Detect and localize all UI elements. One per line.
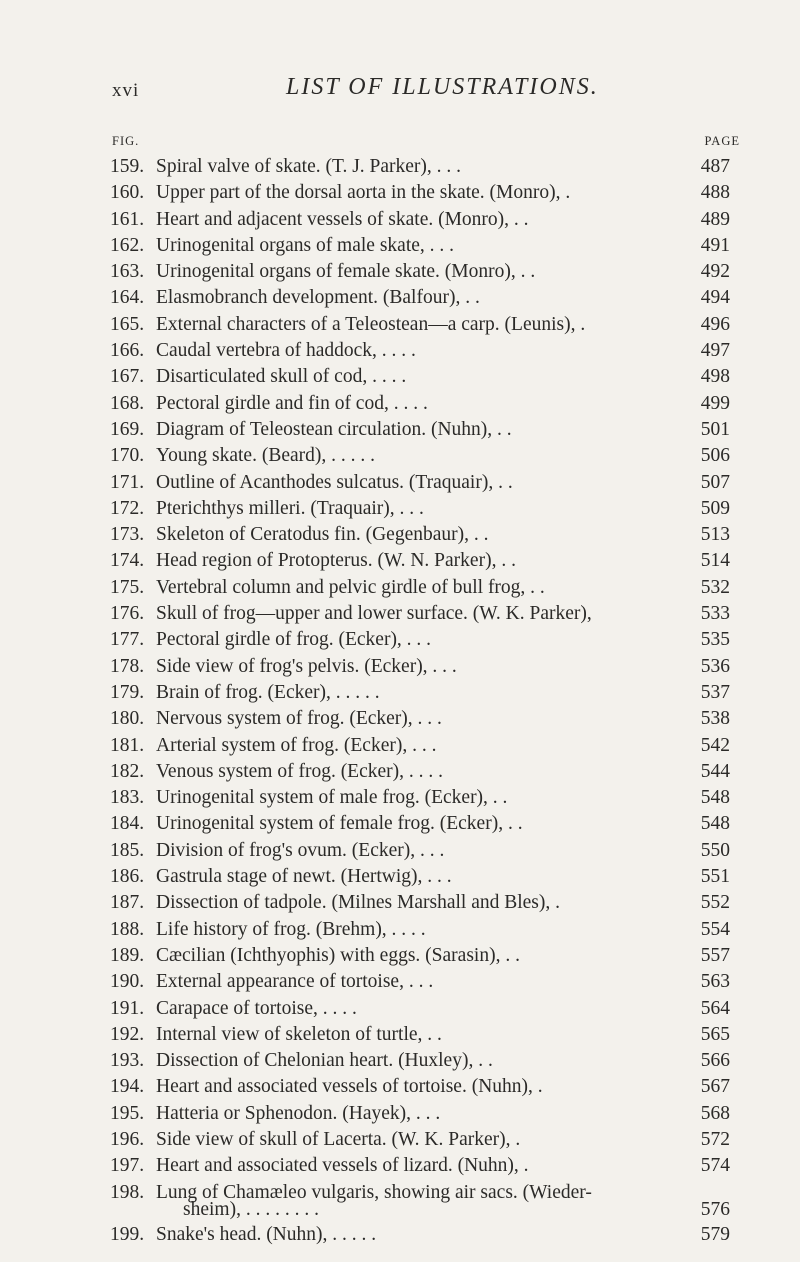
- page-number: 491: [700, 234, 730, 256]
- page-number: 501: [700, 418, 730, 440]
- figure-number: 182.: [110, 760, 145, 782]
- figure-caption: Outline of Acanthodes sulcatus. (Traquair), . .: [156, 471, 513, 493]
- list-item: [0, 285, 800, 311]
- figure-caption: Life history of frog. (Brehm), . . . .: [156, 918, 426, 940]
- figure-number: 174.: [110, 550, 145, 572]
- figure-number: 194.: [110, 1076, 145, 1098]
- list-item: [0, 496, 800, 522]
- figure-caption: Venous system of frog. (Ecker), . . . .: [156, 760, 444, 782]
- page-number: 566: [700, 1050, 730, 1072]
- list-item: [0, 917, 800, 943]
- page-number: 544: [700, 760, 730, 782]
- list-item: [0, 154, 800, 180]
- list-item: [0, 680, 800, 706]
- figure-number: 188.: [110, 918, 145, 940]
- page-number: 550: [700, 839, 730, 861]
- page-number: 565: [700, 1023, 730, 1045]
- list-item: [0, 838, 800, 864]
- figure-number: 169.: [110, 418, 145, 440]
- figure-caption: Heart and associated vessels of tortoise. (Nuhn), .: [156, 1076, 543, 1098]
- figure-caption: Heart and associated vessels of lizard. (Nuhn), .: [156, 1155, 529, 1177]
- figure-number: 176.: [110, 603, 145, 625]
- figure-caption: Urinogenital organs of female skate. (Monro), . .: [156, 261, 536, 283]
- page-number: 542: [700, 734, 730, 756]
- figure-number: 195.: [110, 1102, 145, 1124]
- page-number: 548: [700, 813, 730, 835]
- figure-caption: Brain of frog. (Ecker), . . . . .: [156, 681, 380, 703]
- fig-column-heading: FIG.: [112, 134, 140, 148]
- figure-caption: External characters of a Teleostean—a carp. (Leunis), .: [156, 313, 586, 335]
- figure-number: 170.: [110, 445, 145, 467]
- list-item: [0, 1074, 800, 1100]
- list-item: [0, 391, 800, 417]
- figure-caption: Pterichthys milleri. (Traquair), . . .: [156, 497, 424, 519]
- figure-caption: Head region of Protopterus. (W. N. Parker), . .: [156, 550, 516, 572]
- page-number: 557: [700, 944, 730, 966]
- list-item: [0, 890, 800, 916]
- figure-caption: Lung of Chamæleo vulgaris, showing air sacs. (Wieder-: [156, 1181, 592, 1203]
- page-number: 572: [700, 1128, 730, 1150]
- figure-caption: Skull of frog—upper and lower surface. (W. K. Parker),: [156, 603, 592, 625]
- figure-number: 189.: [110, 944, 145, 966]
- page-number: 579: [700, 1223, 730, 1245]
- figure-number: 168.: [110, 392, 145, 414]
- page-number: 488: [700, 182, 730, 204]
- list-item: [0, 1180, 800, 1222]
- figure-caption: Heart and adjacent vessels of skate. (Monro), . .: [156, 208, 529, 230]
- page-number: 514: [700, 550, 730, 572]
- list-item: [0, 759, 800, 785]
- figure-caption: Young skate. (Beard), . . . . .: [156, 445, 375, 467]
- list-item: [0, 996, 800, 1022]
- list-item: [0, 207, 800, 233]
- figure-number: 186.: [110, 866, 145, 888]
- figure-number: 181.: [110, 734, 145, 756]
- list-item: [0, 548, 800, 574]
- page-number: 554: [700, 918, 730, 940]
- figure-number: 199.: [110, 1223, 145, 1245]
- figure-number: 164.: [110, 287, 145, 309]
- list-item: [0, 364, 800, 390]
- list-item: [0, 470, 800, 496]
- figure-caption: Hatteria or Sphenodon. (Hayek), . . .: [156, 1102, 441, 1124]
- list-item: [0, 1048, 800, 1074]
- list-item: [0, 601, 800, 627]
- figure-number: 172.: [110, 497, 145, 519]
- list-item: [0, 785, 800, 811]
- running-title: LIST OF ILLUSTRATIONS.: [286, 74, 599, 100]
- figure-caption: Pectoral girdle and fin of cod, . . . .: [156, 392, 428, 414]
- page-number: 506: [700, 445, 730, 467]
- figure-number: 178.: [110, 655, 145, 677]
- list-item: [0, 575, 800, 601]
- page-number: 497: [700, 340, 730, 362]
- figure-caption: Division of frog's ovum. (Ecker), . . .: [156, 839, 445, 861]
- figure-caption: Urinogenital system of male frog. (Ecker), . .: [156, 787, 508, 809]
- figure-number: 163.: [110, 261, 145, 283]
- page-number: 536: [700, 655, 730, 677]
- figure-number: 184.: [110, 813, 145, 835]
- figure-caption: Carapace of tortoise, . . . .: [156, 997, 357, 1019]
- figure-caption: Side view of frog's pelvis. (Ecker), . . .: [156, 655, 457, 677]
- figure-number: 179.: [110, 681, 145, 703]
- page-number: 489: [700, 208, 730, 230]
- page-number: 568: [700, 1102, 730, 1124]
- figure-caption: Disarticulated skull of cod, . . . .: [156, 366, 407, 388]
- page-number: 532: [700, 576, 730, 598]
- list-item: [0, 338, 800, 364]
- page-folio: xvi: [112, 80, 140, 101]
- page-number: 538: [700, 708, 730, 730]
- figure-number: 173.: [110, 524, 145, 546]
- figure-caption: Urinogenital organs of male skate, . . .: [156, 234, 455, 256]
- page-number: 487: [700, 156, 730, 177]
- page-header: [0, 74, 800, 108]
- figure-number: 162.: [110, 234, 145, 256]
- list-item: [0, 1153, 800, 1179]
- list-item: [0, 1222, 800, 1248]
- figure-caption: Nervous system of frog. (Ecker), . . .: [156, 708, 442, 730]
- page-number: 507: [700, 471, 730, 493]
- figure-caption: Spiral valve of skate. (T. J. Parker), . . .: [156, 156, 462, 177]
- figure-number: 183.: [110, 787, 145, 809]
- page-number: 567: [700, 1076, 730, 1098]
- figure-caption: Snake's head. (Nuhn), . . . . .: [156, 1223, 377, 1245]
- figure-caption: External appearance of tortoise, . . .: [156, 971, 434, 993]
- list-item: [0, 1101, 800, 1127]
- list-item: [0, 733, 800, 759]
- page-number: 576: [700, 1198, 730, 1220]
- list-item: [0, 443, 800, 469]
- list-item: [0, 627, 800, 653]
- figure-caption: Internal view of skeleton of turtle, . .: [156, 1023, 442, 1045]
- page-number: 574: [700, 1155, 730, 1177]
- figure-number: 180.: [110, 708, 145, 730]
- figure-caption: Diagram of Teleostean circulation. (Nuhn), . .: [156, 418, 512, 440]
- list-item: [0, 312, 800, 338]
- page-number: 537: [700, 681, 730, 703]
- list-item: [0, 969, 800, 995]
- list-item: [0, 654, 800, 680]
- figure-caption: Upper part of the dorsal aorta in the skate. (Monro), .: [156, 182, 571, 204]
- figure-number: 197.: [110, 1155, 145, 1177]
- figure-number: 193.: [110, 1050, 145, 1072]
- list-item: [0, 706, 800, 732]
- page-number: 494: [700, 287, 730, 309]
- figure-number: 196.: [110, 1128, 145, 1150]
- page-number: 533: [700, 603, 730, 625]
- figure-number: 175.: [110, 576, 145, 598]
- figure-caption: Cæcilian (Ichthyophis) with eggs. (Sarasin), . .: [156, 944, 520, 966]
- figure-number: 187.: [110, 892, 145, 914]
- figure-number: 159.: [110, 156, 145, 177]
- figure-caption: Dissection of Chelonian heart. (Huxley), . .: [156, 1050, 493, 1072]
- page-number: 513: [700, 524, 730, 546]
- figure-caption: Vertebral column and pelvic girdle of bull frog, . .: [156, 576, 545, 598]
- figure-number: 177.: [110, 629, 145, 651]
- list-item: [0, 1022, 800, 1048]
- figure-number: 190.: [110, 971, 145, 993]
- figure-caption: Gastrula stage of newt. (Hertwig), . . .: [156, 866, 452, 888]
- figure-caption: Skeleton of Ceratodus fin. (Gegenbaur), . .: [156, 524, 489, 546]
- page-number: 509: [700, 497, 730, 519]
- figure-caption: Side view of skull of Lacerta. (W. K. Parker), .: [156, 1128, 521, 1150]
- figure-number: 165.: [110, 313, 145, 335]
- figure-number: 160.: [110, 182, 145, 204]
- page-number: 496: [700, 313, 730, 335]
- page-number: 563: [700, 971, 730, 993]
- figure-caption-continuation: sheim), . . . . . . . .: [183, 1198, 319, 1220]
- figure-caption: Arterial system of frog. (Ecker), . . .: [156, 734, 437, 756]
- list-item: [0, 811, 800, 837]
- list-item: [0, 259, 800, 285]
- page-number: 498: [700, 366, 730, 388]
- figure-number: 185.: [110, 839, 145, 861]
- figure-number: 198.: [110, 1181, 145, 1203]
- list-item: [0, 417, 800, 443]
- page-column-heading: PAGE: [704, 134, 740, 148]
- figure-caption: Urinogenital system of female frog. (Ecker), . .: [156, 813, 523, 835]
- figure-number: 161.: [110, 208, 145, 230]
- figure-number: 192.: [110, 1023, 145, 1045]
- figure-caption: Dissection of tadpole. (Milnes Marshall and Bles), .: [156, 892, 561, 914]
- page-number: 552: [700, 892, 730, 914]
- list-item: [0, 1127, 800, 1153]
- list-item: [0, 864, 800, 890]
- list-item: [0, 233, 800, 259]
- figure-number: 191.: [110, 997, 145, 1019]
- figure-number: 166.: [110, 340, 145, 362]
- page-number: 564: [700, 997, 730, 1019]
- list-item: [0, 943, 800, 969]
- figure-caption: Pectoral girdle of frog. (Ecker), . . .: [156, 629, 432, 651]
- figure-caption: Elasmobranch development. (Balfour), . .: [156, 287, 480, 309]
- figure-caption: Caudal vertebra of haddock, . . . .: [156, 340, 416, 362]
- column-headings: [0, 134, 800, 152]
- page-number: 548: [700, 787, 730, 809]
- page-number: 535: [700, 629, 730, 651]
- figure-number: 171.: [110, 471, 145, 493]
- list-item: [0, 180, 800, 206]
- list-item: [0, 522, 800, 548]
- figure-number: 167.: [110, 366, 145, 388]
- page-number: 499: [700, 392, 730, 414]
- page-number: 492: [700, 261, 730, 283]
- page-number: 551: [700, 866, 730, 888]
- illustrations-list: [0, 154, 800, 1248]
